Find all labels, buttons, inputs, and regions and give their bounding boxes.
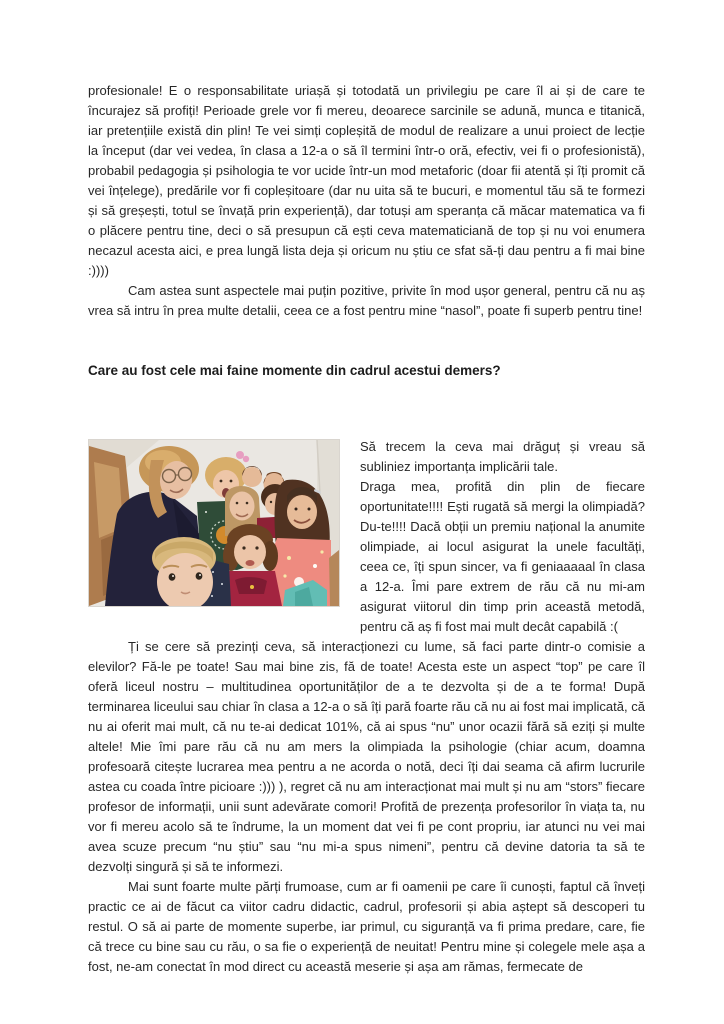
paragraph-beautiful-parts: Mai sunt foarte multe părți frumoase, cum ar fi oamenii pe care îi cunoști, faptul că înveți practic ce ai de făcut ca viitor cadru didactic, cadrul, profesorii și abia aștept să descoperi tu restul. O să ai parte de momente superbe, iar primul, cu siguranță va fi prima predare, care, fie că trece cu bine sau cu rău, o sa fie o experiență de neuitat! Pentru mine și colegele mele așa a fost, ne-am conectat în mod direct cu această meserie și așa am rămas, fermecate de [88,879,645,974]
section-heading: Care au fost cele mai faine momente din cadrul acestui demers? [88,363,501,378]
paragraph-negatives-summary: Cam astea sunt aspectele mai puțin pozitive, privite în mod ușor general, pentru că nu aș vrea să intru în prea multe detalii, ceea ce a fost pentru mine “nasol”, poate fi superb pentru tine! [88,283,645,318]
group-photo-illustration [89,440,339,606]
paragraph-wrap-main: Draga mea, profită din plin de fiecare oportunitate!!!! Ești rugată să mergi la olimpiadă? Du-te!!!! Dacă obții un premiu național la anumite olimpiade, ai locul asigurat la unele facultăți, ceea ce, îți spun sincer, va fi geniaaaaal în clasa a 12-a. Îmi pare extrem de rău că nu mi-am asigurat viitorul din timp prin această metodă, pentru că aș fi fost mai mult decât capabilă :( [360,479,645,634]
paragraph-opportunities: Ți se cere să prezinți ceva, să interacționezi cu lume, să faci parte dintr-o comisie a elevilor? Fă-le pe toate! Sau mai bine zis, fă de toate! Acesta este un aspect “top” pe care îl oferă liceul nostru – multitudinea oportunităților de a te dezvolta și de a te forma! După terminarea liceului sau chiar în clasa a 12-a o să îți pară foarte rău că nu ai fost mai implicată, că nu ai oferit mai mult, că nu te-ai dedicat 101%, că ai spus “nu” unor ocazii fără să eziți și multe altele! Mie îmi pare rău că nu am mers la olimpiada la psihologie (chiar acum, doamna profesoară citește lucrarea mea pentru a ne acorda o notă, deci îți dai seama că afirm lucrurile astea cu coada între picioare :))) ), regret că nu am interacționat mai mult și nu am “stors” fiecare profesor de informații, unii sunt adevărate comori! Profită de prezența profesorilor în viața ta, nu vor fi mereu acolo să te îndrume, la un moment dat vei fi pe cont propriu, iar atunci nu vei mai avea scuze precum “nu știu” sau “nu mi-a spus nimeni”, pentru că devine datoria ta să te dezvolți singură și să te informezi. [88,639,645,874]
paragraph-wrap-intro: Să trecem la ceva mai drăguț și vreau să subliniez importanța implicării tale. [360,439,645,474]
paragraph-continuation: profesionale! E o responsabilitate uriașă și totodată un privilegiu pe care îl ai și de care te încurajez să profiți! Perioade grele vor fi mereu, deoarece sarcinile se adună, munca e titanică, iar pretențiile există din plin! Te vei simți copleșită de modul de realizare a unui proiect de lecție la început (dar vei vedea, în clasa a 12-a o să îl termini într-o oră, efectiv, vei fi o profesionistă), probabil pedagogia și psihologia te vor ucide într-un mod metaforic (doar fii atentă și îți promit că vei înțelege), predările vor fi copleșitoare (dar nu uita să te bucuri, e momentul tău să te formezi și să greșești, totul se învață prin experiență), dar totuși am speranța că măcar matematica va fi o plăcere pentru tine, deci o să presupun că ești ceva matematiciană de top și nu voi enumera necazul acesta aici, e prea lungă lista deja și oricum nu știu ce sfat să-ți dau pentru a fi mai bine :)))) [88,83,645,278]
group-photo [88,439,340,607]
